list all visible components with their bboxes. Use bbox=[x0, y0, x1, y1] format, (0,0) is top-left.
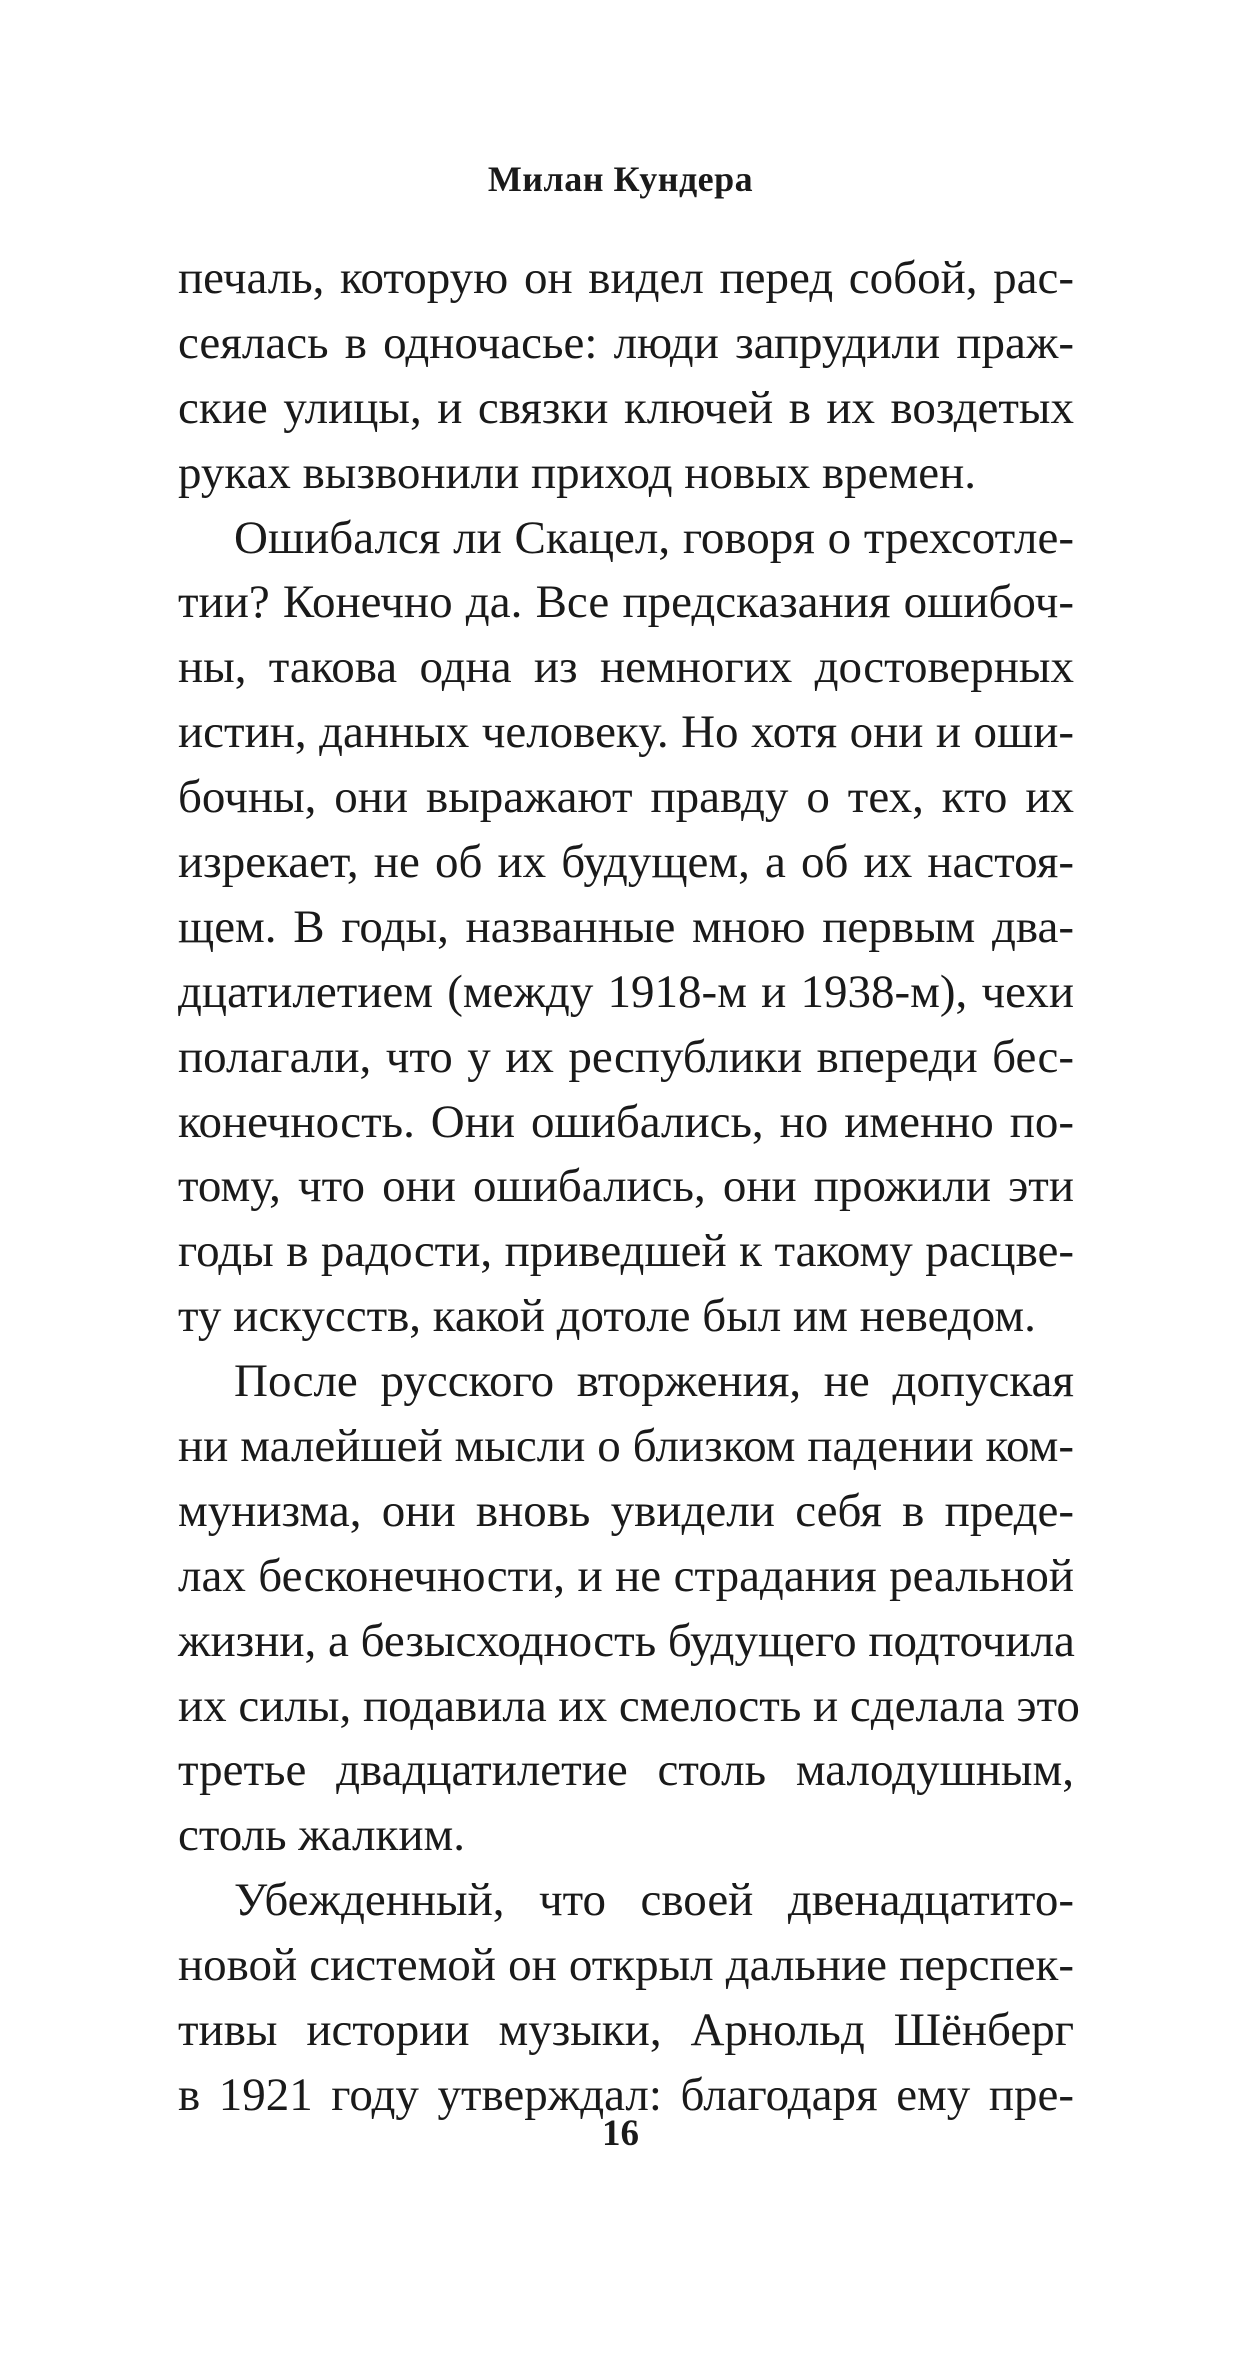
text-line: тому, что они ошибались, они прожили эти bbox=[178, 1160, 1074, 1213]
text-line: ни малейшей мысли о близком падении ком- bbox=[178, 1420, 1074, 1473]
text-line: бочны, они выражают правду о тех, кто их bbox=[178, 771, 1074, 824]
text-line: После русского вторжения, не допуская bbox=[234, 1355, 1074, 1408]
text-line: печаль, которую он видел перед собой, рас- bbox=[178, 252, 1074, 304]
text-line: в 1921 году утверждал: благодаря ему пре- bbox=[178, 2068, 1074, 2121]
text-line: годы в радости, приведшей к такому расцве- bbox=[178, 1225, 1074, 1278]
text-line: новой системой он открыл дальние перспек- bbox=[178, 1939, 1074, 1992]
text-line: руках вызвонили приход новых времен. bbox=[178, 446, 977, 499]
text-line: полагали, что у их республики впереди бес- bbox=[178, 1030, 1074, 1083]
text-line: мунизма, они вновь увидели себя в преде- bbox=[178, 1484, 1074, 1537]
text-line: тии? Конечно да. Все предсказания ошибоч- bbox=[178, 576, 1074, 629]
text-line: столь жалким. bbox=[178, 1809, 465, 1862]
text-line: дцатилетием (между 1918-м и 1938-м), чехи bbox=[178, 965, 1074, 1018]
text-line: ны, такова одна из немногих достоверных bbox=[178, 641, 1074, 694]
text-line: Ошибался ли Скацел, говоря о трехсотле- bbox=[234, 511, 1074, 564]
text-line: лах бесконечности, и не страдания реальной bbox=[178, 1549, 1074, 1602]
text-line: жизни, а безысходность будущего подточила bbox=[178, 1614, 1075, 1667]
text-line: щем. В годы, названные мною первым два- bbox=[178, 900, 1074, 953]
text-line: изрекает, не об их будущем, а об их настоя- bbox=[178, 836, 1074, 889]
text-line: ту искусств, какой дотоле был им неведом. bbox=[178, 1290, 1036, 1343]
text-line: Убежденный, что своей двенадцатито- bbox=[234, 1874, 1074, 1927]
running-head-author: Милан Кундера bbox=[487, 159, 754, 199]
text-line: тивы истории музыки, Арнольд Шёнберг bbox=[178, 2004, 1074, 2057]
text-line: конечность. Они ошибались, но именно по- bbox=[178, 1095, 1074, 1148]
text-line: их силы, подавила их смелость и сделала это bbox=[178, 1679, 1080, 1732]
text-line: истин, данных человеку. Но хотя они и оши- bbox=[178, 706, 1074, 759]
text-line: третье двадцатилетие столь малодушным, bbox=[178, 1744, 1074, 1797]
text-line: сеялась в одночасье: люди запрудили праж- bbox=[178, 316, 1074, 369]
body-text bbox=[178, 246, 1080, 2128]
page-number: 16 bbox=[602, 2113, 639, 2154]
text-line: ские улицы, и связки ключей в их воздетых bbox=[178, 381, 1074, 434]
